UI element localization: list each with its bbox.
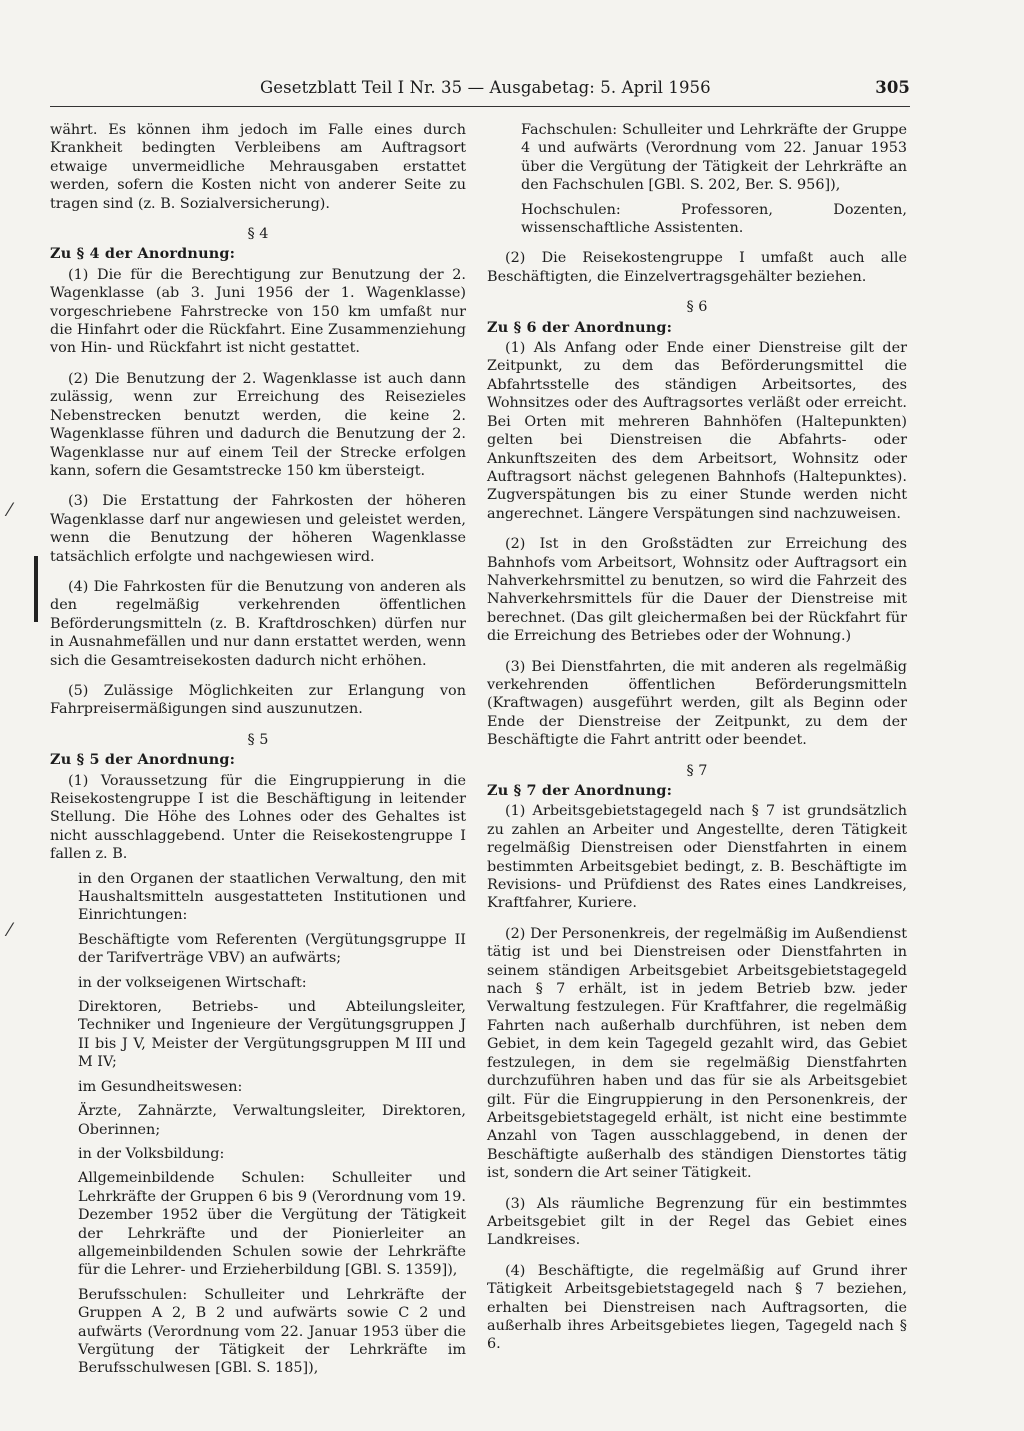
list-heading: im Gesundheitswesen: — [78, 1078, 243, 1095]
paragraph: währt. Es können ihm jedoch im Falle eines durch Krankheit bedingten Verbleibens am Auftragsort etwaige unvermeidliche Mehrausgaben erstattet werden, sofern die Kosten nicht von anderer Seite zu tragen sind (z. B. Sozialversicherung). — [50, 122, 466, 212]
list-item: Beschäftigte vom Referenten (Vergütungsgruppe II der Tarifverträge VBV) an aufwärts; — [78, 931, 466, 967]
section-number: § 5 — [247, 731, 269, 748]
section-heading: Zu § 7 der Anordnung: — [487, 782, 673, 799]
left-column — [50, 121, 466, 1384]
section-number: § 4 — [247, 226, 269, 243]
margin-tick-mark: ⁄ — [8, 500, 12, 521]
header-title: Gesetzblatt Teil I Nr. 35 — Ausgabetag: 5. April 1956 — [260, 78, 711, 97]
paragraph: (3) Die Erstattung der Fahrkosten der höheren Wagenklasse darf nur angewiesen und geleistet werden, wenn die Benutzung der höheren Wagenklasse tatsächlich erfolgte und nachgewiesen wird. — [50, 493, 466, 565]
paragraph: (4) Beschäftigte, die regelmäßig auf Grund ihrer Tätigkeit Arbeitsgebietstagegeld nach § 7 beziehen, erhalten bei Dienstreisen nach Auftragsorten, die außerhalb ihres Arbeitsgebietes liegen, Tagegeld nach § 6. — [487, 1262, 907, 1353]
paragraph: (4) Die Fahrkosten für die Benutzung von anderen als den regelmäßig verkehrenden öffentlichen Beförderungsmitteln (z. B. Kraftdroschken) dürfen nur in Ausnahmefällen und nur dann erstattet werden, wenn sich die Gesamtreisekosten dadurch nicht erhöhen. — [50, 578, 466, 669]
list-heading: in der volkseigenen Wirtschaft: — [78, 974, 307, 991]
paragraph: (2) Ist in den Großstädten zur Erreichung des Bahnhofs vom Arbeitsort, Wohnsitz oder Auftragsort ein Nahverkehrsmittel zu benutzen, so wird die Fahrzeit des Nahverkehrsmittels für die Dauer der Dienstreise mit berechnet. (Das gilt gleichermaßen bei der Rückfahrt für die Erreichung des Betriebes oder der Wohnung.) — [487, 536, 907, 645]
section-heading: Zu § 4 der Anordnung: — [50, 245, 236, 263]
list-heading: in den Organen der staatlichen Verwaltung, den mit Haushaltsmitteln ausgestatteten Institutionen und Einrichtungen: — [78, 870, 466, 924]
list-item: Berufsschulen: Schulleiter und Lehrkräfte der Gruppen A 2, B 2 und aufwärts sowie C 2 und aufwärts (Verordnung vom 22. Januar 1953 über die Vergütung der Tätigkeit der Lehrkräfte im Berufsschulwesen [GBl. S. 185]), — [78, 1286, 466, 1377]
section-heading: Zu § 5 der Anordnung: — [50, 751, 236, 769]
paragraph: (2) Der Personenkreis, der regelmäßig im Außendienst tätig ist und bei Dienstreisen oder Dienstfahrten in seinem ständigen Arbeitsgebiet Arbeitsgebietstagegeld nach § 7 erhält, ist in jedem Betrieb bzw. jeder Verwaltung festzulegen. Für Kraftfahrer, die regelmäßig Fahrten nach außerhalb durchführen, ist neben dem Gebiet, in dem kein Tagegeld gezahlt wird, das Gebiet festzulegen, in dem sie regelmäßig Dienstfahrten durchzuführen haben und das für sie als Arbeitsgebiet gilt. Für die Eingruppierung in den Personenkreis, der Arbeitsgebietstagegeld erhält, ist nicht eine bestimmte Anzahl von Tagen ausschlaggebend, in denen der Beschäftigte außerhalb des ständigen Dienstortes tätig ist, sondern die Art seiner Tätigkeit. — [487, 925, 907, 1182]
margin-bar-mark — [34, 556, 38, 622]
section-heading: Zu § 6 der Anordnung: — [487, 318, 673, 336]
paragraph: (1) Arbeitsgebietstagegeld nach § 7 ist grundsätzlich zu zahlen an Arbeiter und Angestellte, deren Tätigkeit regelmäßig Dienstreisen oder Dienstfahrten in einem bestimmten Arbeitsgebiet bedingt, z. B. Beschäftigte im Revisions- und Prüfdienst des Rates eines Landkreises, Kraftfahrer, Kuriere. — [487, 803, 907, 912]
margin-tick-mark: ⁄ — [8, 920, 12, 941]
paragraph: (5) Zulässige Möglichkeiten zur Erlangung von Fahrpreisermäßigungen sind auszunutzen. — [50, 682, 466, 718]
paragraph: (1) Als Anfang oder Ende einer Dienstreise gilt der Zeitpunkt, zu dem das Beförderungsmittel die Abfahrtsstelle des ständigen Arbeitsortes, des Wohnsitzes oder des Auftragsortes verläßt oder erreicht. Bei Orten mit mehreren Bahnhöfen (Haltepunkten) gelten bei Dienstreisen die Abfahrts- oder Ankunftszeiten des dem Arbeitsort, Wohnsitz oder Auftragsort nächst gelegenen Bahnhofs (Haltepunktes). Zugverspätungen bis zu einer Stunde werden nicht angerechnet. Längere Verspätungen sind nachzuweisen. — [487, 340, 907, 522]
paragraph: (3) Bei Dienstfahrten, die mit anderen als regelmäßig verkehrenden öffentlichen Beförderungsmitteln (Kraftwagen) ausgeführt werden, gilt als Beginn oder Ende der Dienstreise der Zeitpunkt, zu dem der Beschäftigte die Fahrt antritt oder beendet. — [487, 658, 907, 749]
paragraph: (3) Als räumliche Begrenzung für ein bestimmtes Arbeitsgebiet gilt in der Regel das Gebiet eines Landkreises. — [487, 1195, 907, 1249]
list-item: Fachschulen: Schulleiter und Lehrkräfte der Gruppe 4 und aufwärts (Verordnung vom 22. Januar 1953 über die Vergütung der Tätigkeit der Lehrkräfte an den Fachschulen [GBl. S. 202, Ber. S. 956]), — [521, 122, 907, 194]
paragraph: (1) Die für die Berechtigung zur Benutzung der 2. Wagenklasse (ab 3. Juni 1956 der 1. Wagenklasse) vorgeschriebene Fahrstrecke von 150 km umfaßt nur die Hinfahrt oder die Rückfahrt. Eine Zusammenziehung von Hin- und Rückfahrt ist nicht gestattet. — [50, 266, 466, 357]
list-heading: in der Volksbildung: — [78, 1145, 225, 1162]
list-item: Direktoren, Betriebs- und Abteilungsleiter, Techniker und Ingenieure der Vergütungsgruppen J II bis J V, Meister der Vergütungsgruppen M III und M IV; — [78, 999, 466, 1071]
paragraph: (1) Voraussetzung für die Eingruppierung in die Reisekostengruppe I ist die Beschäftigung in leitender Stellung. Die Höhe des Lohnes oder des Gehaltes ist nicht ausschlaggebend. Unter die Reisekostengruppe I fallen z. B. — [50, 772, 466, 863]
list-item: Ärzte, Zahnärzte, Verwaltungsleiter, Direktoren, Oberinnen; — [78, 1103, 466, 1138]
page-header — [50, 78, 910, 102]
paragraph: (2) Die Reisekostengruppe I umfaßt auch alle Beschäftigten, die Einzelvertragsgehälter beziehen. — [487, 250, 907, 285]
right-column — [487, 121, 907, 1366]
section-number: § 7 — [686, 762, 708, 779]
list-item: Allgemeinbildende Schulen: Schulleiter und Lehrkräfte der Gruppen 6 bis 9 (Verordnung vom 19. Dezember 1952 über die Vergütung der Tätigkeit der Lehrkräfte und der Pionierleiter an allgemeinbildenden Schulen sowie der Lehrkräfte für die Lehrer- und Erzieherbildung [GBl. S. 1359]), — [78, 1170, 466, 1279]
list-item: Hochschulen: Professoren, Dozenten, wissenschaftliche Assistenten. — [521, 201, 907, 237]
header-rule — [50, 106, 910, 107]
paragraph: (2) Die Benutzung der 2. Wagenklasse ist auch dann zulässig, wenn zur Erreichung des Reisezieles Nebenstrecken benutzt werden, die keine 2. Wagenklasse führen und dadurch die Benutzung der 2. Wagenklasse nur auf einem Teil der Strecke erfolgen kann, sofern die Gesamtstrecke 150 km übersteigt. — [50, 370, 466, 479]
page-number: 305 — [875, 78, 910, 97]
section-number: § 6 — [686, 299, 708, 316]
